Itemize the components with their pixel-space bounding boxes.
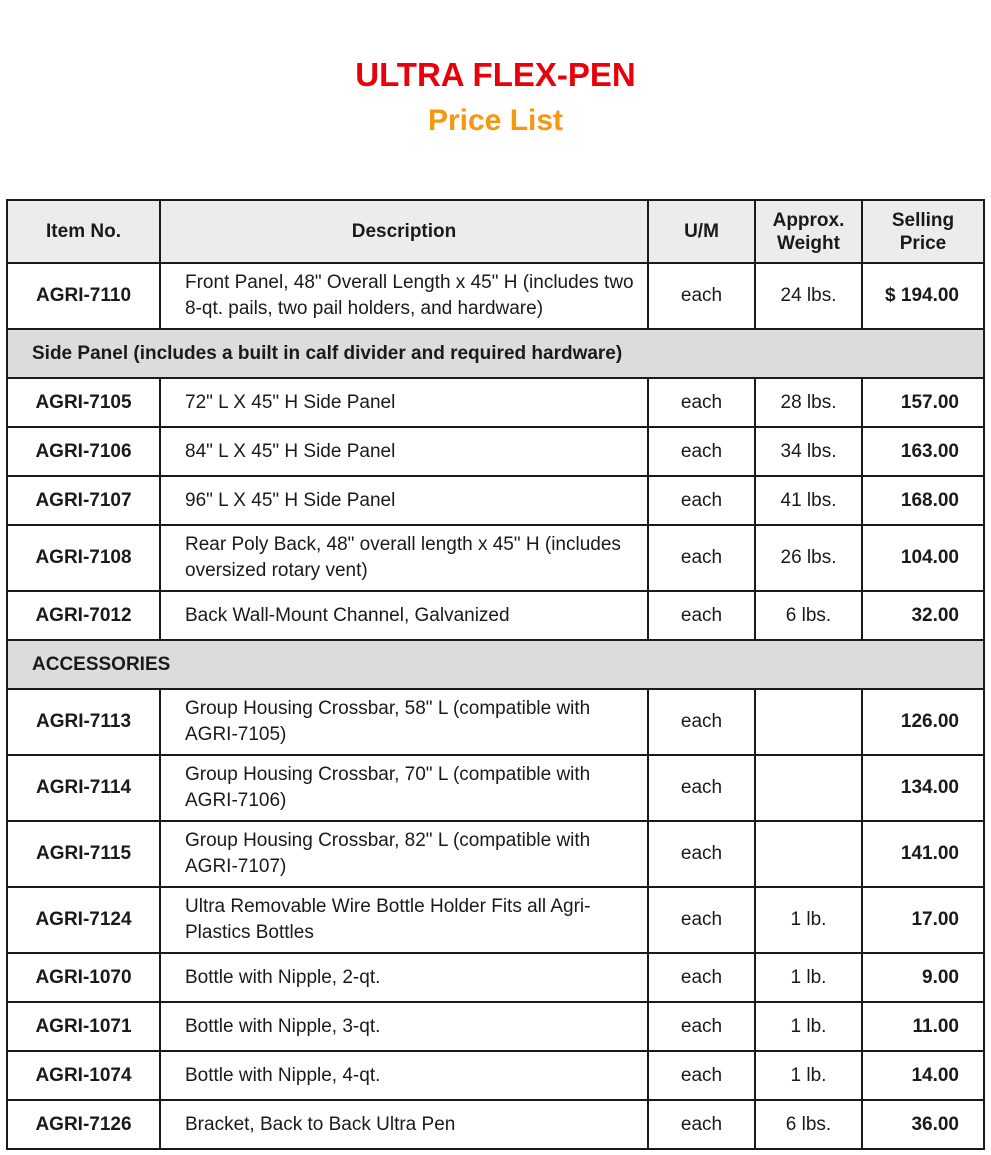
column-header-weight [755,200,862,263]
item-description: Group Housing Crossbar, 58" L (compatible with AGRI-7105) [160,689,648,755]
item-weight: 1 lb. [755,1051,862,1100]
table-row [7,1002,984,1051]
item-price: 14.00 [862,1051,984,1100]
table-header-row [7,200,984,263]
item-description: Bottle with Nipple, 3-qt. [160,1002,648,1051]
item-description: Group Housing Crossbar, 82" L (compatible with AGRI-7107) [160,821,648,887]
item-weight [755,755,862,821]
item-description: Back Wall-Mount Channel, Galvanized [160,591,648,640]
section-row-accessories [7,640,984,689]
table-row [7,378,984,427]
table-row [7,591,984,640]
column-header-price [862,200,984,263]
item-description: Bottle with Nipple, 4-qt. [160,1051,648,1100]
item-number: AGRI-1074 [7,1051,160,1100]
column-header-description: Description [160,200,648,263]
item-description: Rear Poly Back, 48" overall length x 45" H (includes oversized rotary vent) [160,525,648,591]
item-weight [755,821,862,887]
item-number: AGRI-7126 [7,1100,160,1149]
page-title: ULTRA FLEX-PEN [355,56,636,93]
table-row [7,263,984,329]
table-row [7,476,984,525]
item-price: 141.00 [862,821,984,887]
table-row [7,887,984,953]
item-unit: each [648,378,755,427]
item-number: AGRI-7115 [7,821,160,887]
item-weight: 34 lbs. [755,427,862,476]
item-weight: 26 lbs. [755,525,862,591]
item-unit: each [648,525,755,591]
item-price: 163.00 [862,427,984,476]
item-price: 11.00 [862,1002,984,1051]
item-price: 104.00 [862,525,984,591]
table-row [7,1100,984,1149]
item-unit: each [648,755,755,821]
item-number: AGRI-7124 [7,887,160,953]
table-row [7,689,984,755]
item-number: AGRI-7105 [7,378,160,427]
item-description: Bracket, Back to Back Ultra Pen [160,1100,648,1149]
item-price: 9.00 [862,953,984,1002]
item-description: Group Housing Crossbar, 70" L (compatible with AGRI-7106) [160,755,648,821]
item-number: AGRI-1071 [7,1002,160,1051]
table-row [7,427,984,476]
item-unit: each [648,821,755,887]
item-unit: each [648,953,755,1002]
section-title: ACCESSORIES [7,640,984,689]
item-price: 168.00 [862,476,984,525]
item-unit: each [648,427,755,476]
column-header-weight-line2: Weight [777,232,840,254]
item-unit: each [648,1100,755,1149]
item-number: AGRI-7106 [7,427,160,476]
item-price: $ 194.00 [862,263,984,329]
item-number: AGRI-7110 [7,263,160,329]
item-weight: 1 lb. [755,953,862,1002]
item-unit: each [648,887,755,953]
item-weight: 1 lb. [755,1002,862,1051]
item-weight [755,689,862,755]
page-subtitle: Price List [427,104,564,137]
item-weight: 24 lbs. [755,263,862,329]
table-row [7,525,984,591]
price-table [6,199,985,1150]
item-unit: each [648,1051,755,1100]
item-description: Bottle with Nipple, 2-qt. [160,953,648,1002]
item-weight: 28 lbs. [755,378,862,427]
item-description: 84" L X 45" H Side Panel [160,427,648,476]
item-number: AGRI-7107 [7,476,160,525]
item-number: AGRI-7114 [7,755,160,821]
item-description: 96" L X 45" H Side Panel [160,476,648,525]
item-number: AGRI-1070 [7,953,160,1002]
item-price: 126.00 [862,689,984,755]
item-unit: each [648,1002,755,1051]
section-title: Side Panel (includes a built in calf divider and required hardware) [7,329,984,378]
item-unit: each [648,689,755,755]
item-price: 32.00 [862,591,984,640]
item-description: Ultra Removable Wire Bottle Holder Fits all Agri-Plastics Bottles [160,887,648,953]
column-header-price-line1: Selling [891,209,955,231]
column-header-um: U/M [648,200,755,263]
item-price: 134.00 [862,755,984,821]
item-number: AGRI-7012 [7,591,160,640]
item-price: 36.00 [862,1100,984,1149]
item-number: AGRI-7108 [7,525,160,591]
column-header-item: Item No. [7,200,160,263]
item-description: 72" L X 45" H Side Panel [160,378,648,427]
item-price: 17.00 [862,887,984,953]
column-header-weight-line1: Approx. [772,209,845,231]
item-price: 157.00 [862,378,984,427]
table-row [7,755,984,821]
item-unit: each [648,476,755,525]
item-unit: each [648,263,755,329]
item-weight: 1 lb. [755,887,862,953]
table-row [7,821,984,887]
item-weight: 6 lbs. [755,591,862,640]
section-row-side-panel [7,329,984,378]
column-header-price-line2: Price [899,232,947,254]
item-number: AGRI-7113 [7,689,160,755]
item-unit: each [648,591,755,640]
table-row [7,1051,984,1100]
item-description: Front Panel, 48" Overall Length x 45" H (includes two 8-qt. pails, two pail holders, and hardware) [160,263,648,329]
item-weight: 6 lbs. [755,1100,862,1149]
item-weight: 41 lbs. [755,476,862,525]
table-row [7,953,984,1002]
